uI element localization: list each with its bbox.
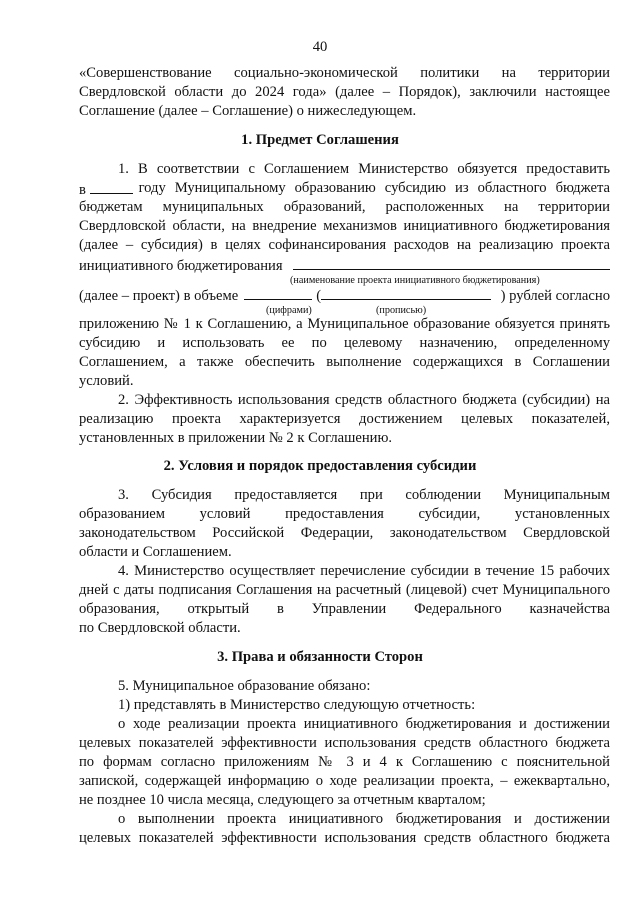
para-1-line-1: 1. В соответствии с Соглашением Министерство обязуется предоставить xyxy=(118,161,610,177)
para-3-line-1: 3. Субсидия предоставляется при соблюдении Муниципальным xyxy=(118,487,610,503)
para-4-line-1: 4. Министерство осуществляет перечисление субсидии в течение 15 рабочих xyxy=(118,563,610,579)
para-3-line-2: образованием условий предоставления субсидии, установленных xyxy=(79,506,610,522)
report-2-line-2: целевых показателей эффективности использования средств областного бюджета xyxy=(79,830,610,846)
para-1-line-2 xyxy=(79,179,610,200)
para-1-line-8: приложению № 1 к Соглашению, а Муниципальное образование обязуется принять xyxy=(79,316,610,332)
report-2-line-1: о выполнении проекта инициативного бюджетирования и достижении xyxy=(118,811,610,827)
para-1-line-9: субсидию и использовать ее по целевому назначению, определенному xyxy=(79,335,610,351)
section-2-title: 2. Условия и порядок предоставления субсидии xyxy=(163,458,477,474)
para-3-line-3: законодательством Российской Федерации, законодательством Свердловской xyxy=(79,525,610,541)
amount-paren-open: ( xyxy=(316,288,322,304)
page-number: 40 xyxy=(312,39,328,55)
year-blank[interactable] xyxy=(90,179,133,194)
amount-words-blank[interactable] xyxy=(321,285,491,300)
report-1-line-5: не позднее 10 числа месяца, следующего за отчетным кварталом; xyxy=(79,792,486,808)
intro-line-3: Соглашение (далее – Соглашение) о нижеследующем. xyxy=(79,103,417,119)
para-1-line-7-text: (далее – проект) в объеме xyxy=(79,288,239,304)
para-1-line-4: Свердловской области, на внедрение механизмов инициативного бюджетирования xyxy=(79,218,610,234)
amount-paren-close: ) рублей согласно xyxy=(500,288,610,304)
intro-line-1: «Совершенствование социально-экономической политики на территории xyxy=(79,65,610,81)
para-1-line-10: Соглашением, а также обеспечить выполнение содержащихся в Соглашении xyxy=(79,354,610,370)
para-2-line-3: установленных в приложении № 2 к Соглашению. xyxy=(79,430,393,446)
report-1-line-2: целевых показателей эффективности использования средств областного бюджета xyxy=(79,735,610,751)
para-1-line-6-text: инициативного бюджетирования xyxy=(79,258,283,274)
section-3-title: 3. Права и обязанности Сторон xyxy=(217,649,423,665)
section-1-title: 1. Предмет Соглашения xyxy=(241,132,399,148)
report-1-line-1: о ходе реализации проекта инициативного бюджетирования и достижении xyxy=(118,716,610,732)
para-2-line-2: реализацию проекта характеризуется достижением целевых показателей, xyxy=(79,411,610,427)
project-name-caption: (наименование проекта инициативного бюджетирования) xyxy=(290,275,540,286)
para-5: 5. Муниципальное образование обязано: xyxy=(118,678,371,694)
para-4-line-4: по Свердловской области. xyxy=(79,620,241,636)
report-1-line-3: по формам согласно приложениям № 3 и 4 к Соглашению с пояснительной xyxy=(79,754,610,770)
para-1-line-11: условий. xyxy=(79,373,134,389)
amount-digits-blank[interactable] xyxy=(244,285,312,300)
para-1-in: в xyxy=(79,182,86,198)
para-1-line-3: бюджетам муниципальных образований, расположенных на территории xyxy=(79,199,610,215)
para-1-line-7 xyxy=(79,285,610,306)
para-4-line-3: образования, открытый в Управлении Федерального казначейства xyxy=(79,601,610,617)
amount-words-caption: (прописью) xyxy=(376,305,427,316)
para-2-line-1: 2. Эффективность использования средств областного бюджета (субсидии) на xyxy=(118,392,610,408)
project-name-blank[interactable] xyxy=(293,255,610,270)
para-1-line-5: (далее – субсидия) в целях софинансирования расходов на реализацию проекта xyxy=(79,237,610,253)
para-4-line-2: дней с даты подписания Соглашения на расчетный (лицевой) счет Муниципального xyxy=(79,582,610,598)
report-1-line-4: запиской, содержащей информацию о ходе реализации проекта, – ежеквартально, xyxy=(79,773,610,789)
para-1-line-2-text: году Муниципальному образованию субсидию из областного бюджета xyxy=(138,180,610,196)
para-5-1: 1) представлять в Министерство следующую отчетность: xyxy=(118,697,476,713)
intro-line-2: Свердловской области до 2024 года» (далее – Порядок), заключили настоящее xyxy=(79,84,610,100)
amount-digits-caption: (цифрами) xyxy=(266,305,312,316)
para-3-line-4: области и Соглашением. xyxy=(79,544,232,560)
